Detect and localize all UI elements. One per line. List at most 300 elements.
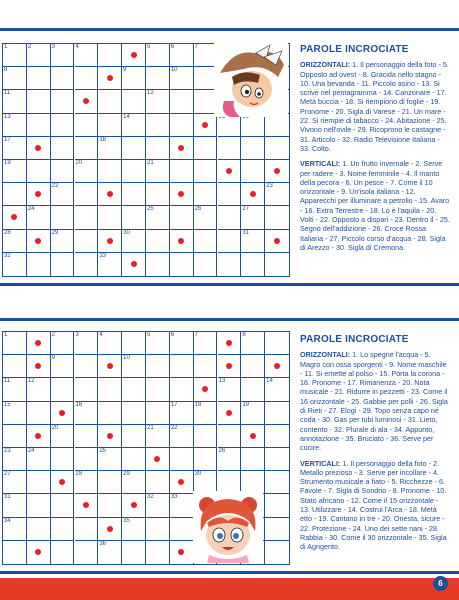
grid-cell [3, 67, 27, 90]
grid-cell [75, 206, 99, 229]
grid-cell [170, 378, 194, 401]
grid-cell [75, 44, 99, 67]
grid-cell [146, 230, 170, 253]
cell-number: 2 [51, 332, 55, 338]
grid-cell [3, 378, 27, 401]
grid-cell [241, 114, 265, 137]
cell-number: 5 [147, 332, 151, 338]
grid-cell [170, 518, 194, 541]
cell-number: 23 [266, 183, 273, 190]
grid-cell [218, 378, 242, 401]
cell-number: 27 [4, 471, 11, 478]
grid-cell [3, 90, 27, 113]
grid-cell [3, 160, 27, 183]
grid-cell [51, 378, 75, 401]
grid-cell [98, 494, 122, 517]
grid-cell [194, 230, 218, 253]
grid-cell [170, 355, 194, 378]
cell-number: 21 [147, 160, 154, 166]
grid-cell [241, 160, 265, 183]
grid-cell [98, 425, 122, 448]
blocked-cell-dot [274, 363, 280, 369]
grid-cell [170, 332, 194, 355]
grid-cell [98, 355, 122, 378]
grid-cell [241, 230, 265, 253]
grid-cell [51, 230, 75, 253]
grid-cell [265, 378, 289, 401]
cell-number: 24 [27, 206, 35, 213]
grid-cell [3, 471, 27, 494]
grid-cell [194, 253, 218, 276]
cell-number: 3 [51, 44, 55, 50]
grid-cell [75, 90, 99, 113]
cell-number: 18 [194, 401, 202, 408]
blocked-cell-dot [83, 98, 89, 104]
puzzle-2-clues [300, 335, 450, 558]
grid-cell [27, 518, 51, 541]
grid-cell [241, 355, 265, 378]
grid-cell [122, 67, 146, 90]
grid-cell [75, 494, 99, 517]
grid-cell [98, 378, 122, 401]
grid-cell [98, 518, 122, 541]
grid-cell [218, 183, 242, 206]
grid-cell [170, 448, 194, 471]
grid-cell [146, 378, 170, 401]
puzzle-panel-1 [0, 28, 459, 286]
grid-cell [51, 541, 75, 564]
cell-number: 16 [75, 401, 83, 408]
grid-cell [75, 471, 99, 494]
grid-cell [122, 494, 146, 517]
cell-number: 15 [4, 401, 11, 408]
cell-number: 8 [242, 332, 246, 338]
cell-number: 36 [99, 540, 107, 547]
grid-cell [27, 402, 51, 425]
grid-cell [3, 541, 27, 564]
cell-number: 30 [194, 471, 202, 478]
grid-cell [146, 160, 170, 183]
grid-cell [122, 378, 146, 401]
grid-cell [3, 183, 27, 206]
grid-cell [27, 183, 51, 206]
grid-cell [27, 206, 51, 229]
grid-cell [3, 494, 27, 517]
grid-cell [265, 518, 289, 541]
blocked-cell-dot [131, 502, 137, 508]
grid-cell [194, 114, 218, 137]
grid-cell [98, 448, 122, 471]
grid-cell [218, 448, 242, 471]
grid-cell [51, 355, 75, 378]
blocked-cell-dot [250, 191, 256, 197]
cell-number: 30 [123, 229, 130, 236]
grid-cell [170, 160, 194, 183]
grid-cell [122, 518, 146, 541]
cell-number: 32 [147, 494, 154, 501]
grid-cell [146, 471, 170, 494]
cell-number: 25 [147, 206, 154, 213]
grid-cell [3, 230, 27, 253]
grid-cell [170, 114, 194, 137]
grid-cell [75, 378, 99, 401]
grid-cell [146, 402, 170, 425]
cell-number: 31 [242, 229, 250, 236]
cell-number: 26 [194, 206, 202, 213]
grid-cell [27, 114, 51, 137]
cell-number: 23 [4, 448, 11, 454]
grid-cell [265, 541, 289, 564]
grid-cell [51, 332, 75, 355]
grid-cell [98, 230, 122, 253]
blocked-cell-dot [35, 340, 41, 346]
blocked-cell-dot [35, 191, 41, 197]
grid-cell [170, 44, 194, 67]
grid-cell [51, 425, 75, 448]
grid-cell [122, 137, 146, 160]
grid-cell [218, 332, 242, 355]
grid-cell [241, 183, 265, 206]
grid-cell [75, 137, 99, 160]
cell-number: 7 [194, 332, 198, 338]
grid-cell [146, 206, 170, 229]
blocked-cell-dot [274, 168, 280, 174]
grid-cell [51, 137, 75, 160]
grid-cell [241, 378, 265, 401]
cell-number: 8 [4, 67, 8, 74]
grid-cell [122, 44, 146, 67]
grid-cell [98, 253, 122, 276]
grid-cell [51, 448, 75, 471]
grid-cell [98, 541, 122, 564]
grid-cell [170, 137, 194, 160]
grid-cell [27, 471, 51, 494]
grid-cell [3, 425, 27, 448]
grid-cell [3, 332, 27, 355]
grid-cell [98, 67, 122, 90]
grid-cell [241, 448, 265, 471]
grid-cell [218, 206, 242, 229]
grid-cell [98, 183, 122, 206]
grid-cell [146, 332, 170, 355]
grid-cell [146, 448, 170, 471]
grid-cell [3, 518, 27, 541]
cell-number: 14 [266, 378, 273, 385]
cell-number: 3 [75, 332, 79, 338]
grid-cell [146, 253, 170, 276]
blocked-cell-dot [107, 363, 113, 369]
grid-cell [3, 137, 27, 160]
grid-cell [194, 355, 218, 378]
grid-cell [265, 402, 289, 425]
grid-cell [51, 471, 75, 494]
grid-cell [75, 230, 99, 253]
grid-cell [122, 355, 146, 378]
cell-number: 19 [4, 160, 11, 166]
cell-number: 20 [51, 424, 59, 431]
blocked-cell-dot [131, 261, 137, 267]
blocked-cell-dot [59, 479, 65, 485]
grid-cell [170, 425, 194, 448]
grid-cell [265, 230, 289, 253]
grid-cell [3, 448, 27, 471]
puzzle-1-across: ORIZZONTALI: 1. Il personaggio della foto - 5. Opposto ad ovest - 8. Gracida nello stagno - 10. Una bevanda - 11. Piccolo asino - 13. Si scrive nel pentagramma - 14. Canzonare - 17. Metà buccia - 18. Si riempiono di foglie - 19. Pronome - 20. Sigla di Varese - 21. Un mare - 22. Si riempie di tabacco - 24. Abitazione - 25. Vivono nell'ovile - 29. Ricoprono le castagne - 31. Articolo - 32. Radio Televisione Italiana - 33. Colto. [300, 60, 449, 153]
cell-number: 13 [218, 378, 226, 385]
grid-cell [194, 160, 218, 183]
cell-number: 12 [147, 90, 154, 97]
puzzle-panel-2 [0, 318, 459, 574]
puzzle-1-title: PAROLE INCROCIATE [300, 44, 409, 55]
grid-cell [241, 425, 265, 448]
grid-cell [146, 494, 170, 517]
blocked-cell-dot [226, 363, 232, 369]
cell-number: 9 [123, 67, 127, 74]
cartoon-girl-redhead-icon [193, 491, 263, 563]
grid-cell [98, 44, 122, 67]
blocked-cell-dot [83, 502, 89, 508]
blocked-cell-dot [178, 238, 184, 244]
cell-number: 32 [4, 252, 11, 259]
grid-cell [27, 541, 51, 564]
grid-cell [194, 137, 218, 160]
grid-cell [27, 448, 51, 471]
cell-number: 17 [170, 401, 178, 408]
grid-cell [241, 402, 265, 425]
grid-cell [27, 160, 51, 183]
grid-cell [122, 471, 146, 494]
grid-cell [98, 471, 122, 494]
cell-number: 22 [51, 183, 59, 190]
grid-cell [27, 494, 51, 517]
grid-cell [218, 355, 242, 378]
grid-cell [51, 90, 75, 113]
cell-number: 33 [99, 252, 107, 259]
grid-cell [218, 160, 242, 183]
grid-cell [75, 160, 99, 183]
cell-number: 25 [99, 448, 107, 454]
cell-number: 4 [99, 332, 103, 338]
grid-cell [170, 402, 194, 425]
blocked-cell-dot [202, 122, 208, 128]
grid-cell [170, 67, 194, 90]
grid-cell [146, 541, 170, 564]
grid-cell [218, 425, 242, 448]
cell-number: 10 [123, 355, 130, 362]
blocked-cell-dot [59, 410, 65, 416]
grid-cell [122, 332, 146, 355]
grid-cell [122, 206, 146, 229]
cell-number: 13 [4, 113, 11, 120]
grid-cell [241, 253, 265, 276]
grid-cell [122, 541, 146, 564]
grid-cell [194, 378, 218, 401]
blocked-cell-dot [154, 456, 160, 462]
grid-cell [3, 355, 27, 378]
grid-cell [265, 332, 289, 355]
grid-cell [98, 332, 122, 355]
grid-cell [170, 541, 194, 564]
puzzle-2-down: VERTICALI: 1. Il personaggio della foto - 2. Metallo prezioso - 3. Serve per incollare - 4. Strumento musicale a fiato - 5. Ricchezze - 6. Favole - 7. Sigla di Sondrio - 8. Pronome - 10. Stato africano - 12. Come il 15 orizzontale - 13. Utilizzare - 14. Costrui l'Arca - 18. Metà etto - 19. Cantano in tre - 20. Onesta, sicure - 22. Protezione - 24. Uno dei sette nani - 28. Rabbia - 30. Come il 30 orizzontale - 35. Sigla di Agrigento. [300, 458, 447, 552]
grid-cell [170, 230, 194, 253]
cell-number: 12 [27, 378, 35, 385]
grid-cell [98, 160, 122, 183]
grid-cell [146, 44, 170, 67]
blocked-cell-dot [35, 145, 41, 151]
blocked-cell-dot [226, 168, 232, 174]
cell-number: 31 [4, 494, 11, 501]
blocked-cell-dot [107, 75, 113, 81]
cell-number: 6 [170, 44, 175, 50]
cell-number: 11 [4, 378, 11, 385]
blocked-cell-dot [107, 526, 113, 532]
grid-cell [122, 183, 146, 206]
grid-cell [146, 425, 170, 448]
grid-cell [170, 206, 194, 229]
grid-cell [3, 253, 27, 276]
grid-cell [265, 114, 289, 137]
grid-cell [122, 402, 146, 425]
grid-cell [170, 90, 194, 113]
grid-cell [265, 425, 289, 448]
grid-cell [265, 206, 289, 229]
cell-number: 11 [4, 90, 11, 97]
grid-cell [265, 448, 289, 471]
grid-cell [265, 183, 289, 206]
grid-cell [75, 332, 99, 355]
blocked-cell-dot [226, 340, 232, 346]
grid-cell [218, 230, 242, 253]
cell-number: 17 [4, 136, 11, 143]
grid-cell [75, 355, 99, 378]
grid-cell [218, 114, 242, 137]
cell-number: 28 [75, 471, 83, 478]
grid-cell [265, 137, 289, 160]
grid-cell [27, 355, 51, 378]
grid-cell [51, 206, 75, 229]
grid-cell [51, 253, 75, 276]
grid-cell [3, 114, 27, 137]
blocked-cell-dot [178, 479, 184, 485]
blocked-cell-dot [107, 433, 113, 439]
grid-cell [194, 402, 218, 425]
grid-cell [194, 448, 218, 471]
cell-number: 26 [218, 448, 226, 454]
grid-cell [51, 183, 75, 206]
grid-cell [122, 114, 146, 137]
grid-cell [3, 44, 27, 67]
grid-cell [27, 90, 51, 113]
grid-cell [75, 425, 99, 448]
grid-cell [122, 230, 146, 253]
cell-number: 19 [242, 401, 250, 408]
blocked-cell-dot [11, 214, 17, 220]
cell-number: 14 [123, 113, 130, 120]
blocked-cell-dot [178, 549, 184, 555]
grid-cell [218, 137, 242, 160]
grid-cell [241, 332, 265, 355]
cell-number: 6 [170, 332, 175, 338]
blocked-cell-dot [35, 433, 41, 439]
page-number: 6 [433, 576, 448, 591]
grid-cell [27, 230, 51, 253]
grid-cell [146, 114, 170, 137]
grid-cell [75, 253, 99, 276]
grid-cell [265, 494, 289, 517]
grid-cell [75, 402, 99, 425]
grid-cell [51, 494, 75, 517]
grid-cell [51, 518, 75, 541]
grid-cell [27, 253, 51, 276]
grid-cell [27, 137, 51, 160]
cell-number: 5 [147, 44, 151, 50]
puzzle-2-illustration [193, 491, 263, 563]
grid-cell [27, 44, 51, 67]
grid-cell [27, 332, 51, 355]
grid-cell [122, 253, 146, 276]
blocked-cell-dot [250, 433, 256, 439]
grid-cell [194, 332, 218, 355]
cell-number: 21 [147, 424, 154, 431]
cell-number: 27 [242, 206, 250, 213]
grid-cell [122, 448, 146, 471]
cell-number: 9 [51, 355, 55, 362]
grid-cell [98, 402, 122, 425]
grid-cell [122, 160, 146, 183]
puzzle-1-clues [300, 45, 450, 258]
grid-cell [146, 90, 170, 113]
blocked-cell-dot [178, 145, 184, 151]
grid-cell [75, 67, 99, 90]
cell-number: 34 [4, 517, 11, 524]
cell-number: 35 [123, 517, 130, 524]
blocked-cell-dot [226, 410, 232, 416]
puzzle-2-title: PAROLE INCROCIATE [300, 334, 409, 345]
grid-cell [75, 541, 99, 564]
grid-cell [170, 183, 194, 206]
grid-cell [170, 253, 194, 276]
grid-cell [194, 425, 218, 448]
grid-cell [3, 206, 27, 229]
cell-number: 24 [27, 448, 35, 454]
blocked-cell-dot [107, 191, 113, 197]
grid-cell [265, 355, 289, 378]
grid-cell [27, 425, 51, 448]
grid-cell [218, 402, 242, 425]
grid-cell [51, 114, 75, 137]
grid-cell [265, 253, 289, 276]
grid-cell [122, 90, 146, 113]
blocked-cell-dot [202, 386, 208, 392]
cell-number: 33 [170, 494, 178, 501]
cell-number: 28 [4, 229, 11, 236]
grid-cell [51, 44, 75, 67]
puzzle-1-down: VERTICALI: 1. Un frutto invernale - 2. Serve per radere - 3. Nome femminile - 4. Il manto della pecora - 6. Un pesce - 7. Come il 10 orizzontale - 9. Un'isola italiana - 12. Apparecchi per illuminare a petrolio - 15. Avaro - 16. Extra Terrestre - 18. Lo è l'aquila - 20. Volti - 22. Opposto a dispari - 23. Dentro il - 25. Segno dell'addizione - 26. Croce Rossa Italiana - 27. Piccolo corso d'acqua - 28. Sigla di Arezzo - 30. Sigla di Cremona. [300, 159, 450, 252]
grid-cell [3, 402, 27, 425]
cell-number: 2 [27, 44, 32, 50]
grid-cell [75, 114, 99, 137]
blocked-cell-dot [35, 549, 41, 555]
blocked-cell-dot [131, 52, 137, 58]
cell-number: 7 [194, 44, 198, 50]
grid-cell [98, 137, 122, 160]
blocked-cell-dot [35, 363, 41, 369]
grid-cell [170, 471, 194, 494]
grid-cell [27, 378, 51, 401]
grid-cell [218, 253, 242, 276]
grid-cell [51, 402, 75, 425]
grid-cell [170, 494, 194, 517]
grid-cell [194, 206, 218, 229]
